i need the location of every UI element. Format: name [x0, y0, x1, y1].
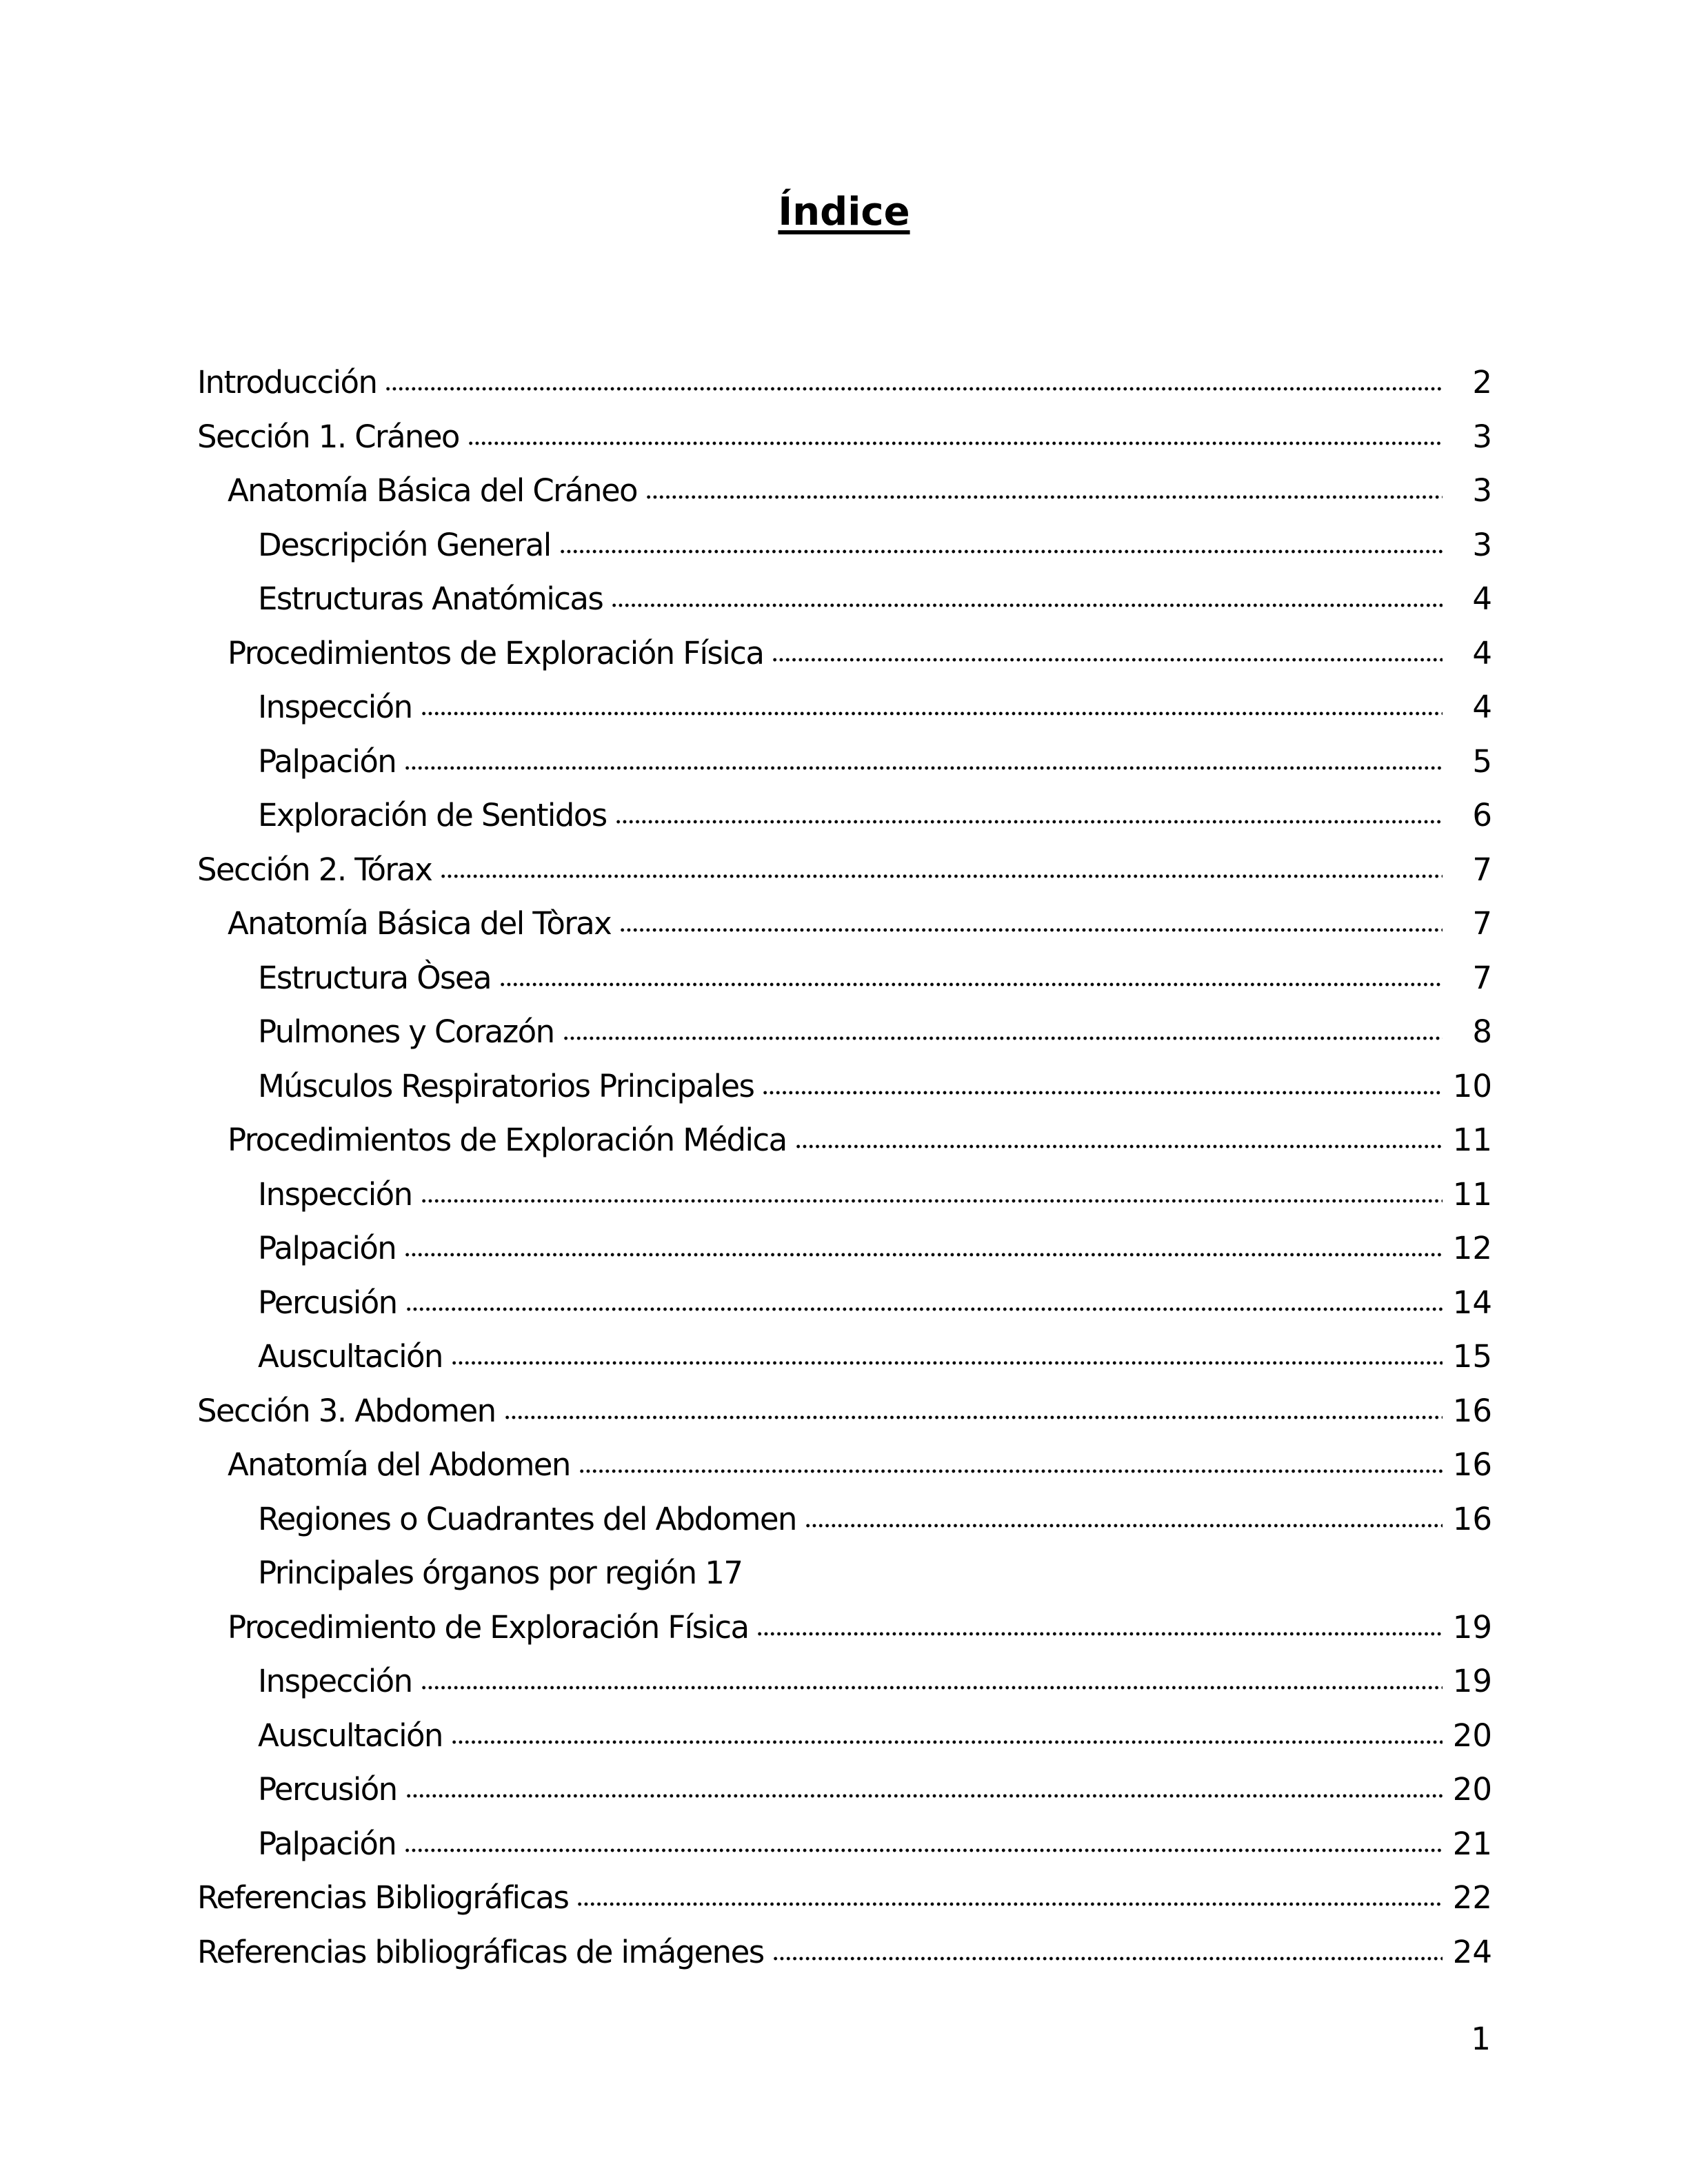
toc-dot-leader — [405, 1793, 1443, 1799]
toc-entry[interactable] — [197, 1601, 1492, 1655]
toc-entry-page-number[interactable]: 11 — [1452, 1175, 1492, 1213]
toc-entry-label[interactable]: Exploración de Sentidos — [258, 797, 607, 833]
toc-entry-page-number[interactable]: 19 — [1452, 1663, 1492, 1699]
toc-entry-label[interactable]: Descripción General — [258, 526, 551, 563]
toc-dot-leader — [615, 819, 1443, 825]
toc-dot-leader — [405, 1306, 1443, 1312]
toc-entry-page-number[interactable]: 16 — [1452, 1392, 1492, 1429]
toc-entry-label[interactable]: Anatomía Básica del Tòrax — [228, 905, 612, 942]
toc-entry[interactable] — [197, 1330, 1492, 1384]
toc-entry-page-number[interactable]: 16 — [1452, 1500, 1492, 1537]
toc-dot-leader — [576, 1901, 1443, 1907]
toc-entry-label[interactable]: Procedimientos de Exploración Física — [228, 634, 764, 671]
toc-entry-label[interactable]: Auscultación — [258, 1717, 443, 1754]
toc-entry[interactable] — [197, 1222, 1492, 1276]
toc-entry[interactable] — [197, 1276, 1492, 1331]
toc-dot-leader — [563, 1035, 1443, 1041]
toc-entry[interactable] — [197, 1925, 1492, 1980]
toc-dot-leader — [795, 1144, 1443, 1149]
toc-entry[interactable] — [197, 843, 1492, 898]
toc-entry[interactable] — [197, 1871, 1492, 1925]
toc-entry-label[interactable]: Referencias Bibliográficas — [197, 1879, 569, 1916]
toc-entry-page-number[interactable]: 16 — [1452, 1446, 1492, 1483]
toc-entry-page-number[interactable]: 14 — [1452, 1284, 1492, 1321]
toc-entry-label[interactable]: Sección 2. Tórax — [197, 851, 432, 888]
toc-dot-leader — [468, 441, 1443, 446]
toc-entry-label[interactable]: Inspección — [258, 1175, 412, 1213]
toc-entry-page-number[interactable]: 8 — [1472, 1013, 1492, 1050]
toc-entry-label[interactable]: Palpación — [258, 742, 396, 780]
toc-dot-leader — [421, 1685, 1443, 1690]
toc-dot-leader — [772, 657, 1443, 663]
toc-entry-page-number[interactable]: 4 — [1472, 634, 1492, 671]
toc-entry[interactable] — [197, 1817, 1492, 1872]
toc-dot-leader — [611, 603, 1443, 608]
toc-entry-page-number[interactable]: 5 — [1472, 742, 1492, 780]
page-title — [0, 188, 1688, 237]
toc-entry-page-number[interactable]: 4 — [1472, 580, 1492, 617]
table-of-contents — [197, 356, 1492, 1979]
toc-entry-page-number[interactable]: 20 — [1452, 1717, 1492, 1754]
toc-entry-page-number[interactable]: 7 — [1472, 959, 1492, 996]
toc-dot-leader — [504, 1415, 1443, 1420]
toc-dot-leader — [499, 982, 1443, 987]
page-title-text: Índice — [778, 190, 910, 234]
toc-entry-label[interactable]: Sección 3. Abdomen — [197, 1392, 496, 1429]
toc-entry[interactable] — [197, 518, 1492, 573]
toc-dot-leader — [805, 1523, 1443, 1528]
page-number: 1 — [1471, 2021, 1491, 2057]
toc-dot-leader — [579, 1468, 1443, 1474]
toc-entry-label[interactable]: Procedimiento de Exploración Física — [228, 1608, 749, 1646]
toc-entry[interactable] — [197, 1168, 1492, 1222]
toc-entry-page-number[interactable]: 3 — [1472, 472, 1492, 509]
toc-entry-page-number[interactable]: 3 — [1472, 526, 1492, 563]
toc-dot-leader — [772, 1956, 1443, 1961]
toc-entry-label[interactable]: Principales órganos por región 17 — [258, 1555, 743, 1591]
toc-dot-leader — [619, 927, 1443, 933]
toc-entry-label[interactable]: Regiones o Cuadrantes del Abdomen — [258, 1500, 796, 1537]
toc-entry-label[interactable]: Percusión — [258, 1284, 397, 1321]
toc-entry[interactable] — [197, 897, 1492, 951]
toc-entry-page-number[interactable]: 2 — [1472, 364, 1492, 401]
toc-entry[interactable] — [197, 1655, 1492, 1709]
toc-entry-label[interactable]: Palpación — [258, 1230, 396, 1266]
toc-entry-page-number[interactable]: 24 — [1452, 1933, 1492, 1970]
toc-entry[interactable] — [197, 1763, 1492, 1817]
toc-entry-label[interactable]: Auscultación — [258, 1338, 443, 1375]
toc-entry[interactable] — [197, 680, 1492, 735]
toc-entry[interactable] — [197, 356, 1492, 410]
toc-entry[interactable] — [197, 572, 1492, 627]
toc-entry-label[interactable]: Estructura Òsea — [258, 959, 491, 996]
toc-entry-label[interactable]: Introducción — [197, 364, 377, 401]
toc-entry-label[interactable]: Palpación — [258, 1825, 396, 1862]
toc-entry-label[interactable]: Estructuras Anatómicas — [258, 580, 603, 617]
toc-entry-label[interactable]: Músculos Respiratorios Principales — [258, 1067, 754, 1104]
toc-entry-label[interactable]: Anatomía Básica del Cráneo — [228, 472, 637, 509]
toc-dot-leader — [451, 1360, 1443, 1366]
toc-entry[interactable] — [197, 1384, 1492, 1439]
toc-entry-page-number[interactable]: 4 — [1472, 689, 1492, 725]
toc-entry[interactable] — [197, 1493, 1492, 1547]
toc-entry-page-number[interactable]: 10 — [1452, 1067, 1492, 1104]
toc-dot-leader — [421, 1198, 1443, 1204]
toc-entry-label[interactable]: Anatomía del Abdomen — [228, 1446, 570, 1483]
toc-entry[interactable] — [197, 1060, 1492, 1114]
toc-entry-page-number[interactable]: 6 — [1472, 797, 1492, 833]
toc-entry-page-number[interactable]: 12 — [1452, 1230, 1492, 1266]
toc-entry[interactable] — [197, 410, 1492, 465]
toc-dot-leader — [451, 1739, 1443, 1745]
toc-dot-leader — [385, 386, 1443, 392]
toc-dot-leader — [559, 549, 1443, 554]
toc-dot-leader — [421, 711, 1443, 716]
toc-entry[interactable] — [197, 1113, 1492, 1168]
toc-dot-leader — [756, 1631, 1443, 1637]
toc-entry[interactable] — [197, 789, 1492, 843]
toc-entry-page-number[interactable]: 7 — [1472, 905, 1492, 942]
toc-entry[interactable] — [197, 1438, 1492, 1493]
toc-dot-leader — [404, 765, 1443, 771]
toc-dot-leader — [404, 1848, 1443, 1853]
toc-dot-leader — [440, 873, 1443, 879]
toc-entry-label[interactable]: Inspección — [258, 1663, 412, 1699]
toc-entry[interactable] — [197, 464, 1492, 518]
toc-entry-label[interactable]: Referencias bibliográficas de imágenes — [197, 1933, 764, 1970]
toc-entry-page-number[interactable]: 11 — [1452, 1122, 1492, 1158]
toc-entry-label[interactable]: Inspección — [258, 689, 412, 725]
toc-entry[interactable] — [197, 1005, 1492, 1060]
toc-entry-label[interactable]: Procedimientos de Exploración Médica — [228, 1122, 787, 1158]
toc-entry-label[interactable]: Pulmones y Corazón — [258, 1013, 554, 1050]
toc-entry-page-number[interactable]: 20 — [1452, 1771, 1492, 1808]
toc-entry[interactable] — [197, 1546, 1492, 1601]
toc-entry-label[interactable]: Sección 1. Cráneo — [197, 418, 459, 455]
toc-entry-label[interactable]: Percusión — [258, 1771, 397, 1808]
toc-entry-page-number[interactable]: 3 — [1472, 418, 1492, 455]
toc-entry-page-number[interactable]: 22 — [1452, 1879, 1492, 1916]
toc-dot-leader — [645, 494, 1443, 500]
toc-entry-page-number[interactable]: 19 — [1452, 1608, 1492, 1646]
toc-entry-page-number[interactable]: 7 — [1472, 851, 1492, 888]
toc-entry[interactable] — [197, 627, 1492, 681]
toc-entry-page-number[interactable]: 21 — [1452, 1825, 1492, 1862]
toc-entry[interactable] — [197, 735, 1492, 789]
toc-entry[interactable] — [197, 1709, 1492, 1763]
toc-entry-page-number[interactable]: 15 — [1452, 1338, 1492, 1375]
toc-dot-leader — [404, 1252, 1443, 1257]
toc-entry[interactable] — [197, 951, 1492, 1006]
toc-dot-leader — [762, 1090, 1443, 1095]
